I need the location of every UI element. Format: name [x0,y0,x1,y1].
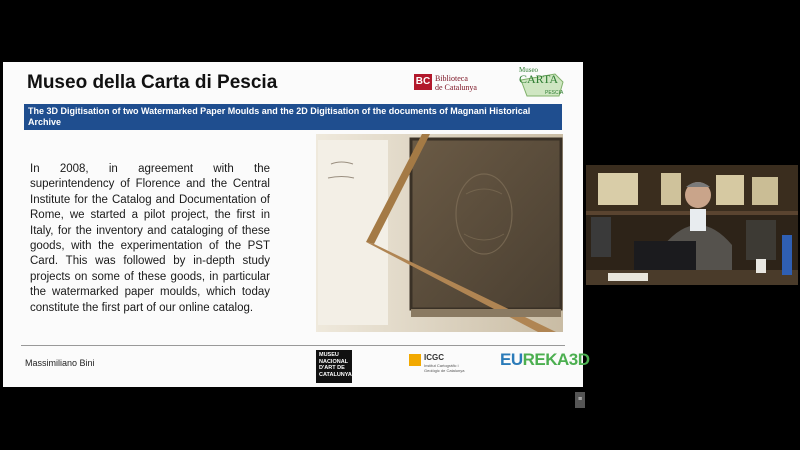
speaker-video-feed [586,165,798,285]
icgc-description: Institut Cartogràfic i Geològic de Catalunya [424,363,465,373]
biblioteca-catalunya-logo [414,72,494,94]
museo-line1: Museo [519,66,539,74]
biblioteca-line1: Biblioteca [435,74,468,83]
paper-mould-photo [316,134,563,332]
slide-number-tab: ≡ [575,392,585,408]
museo-line2: CARTA [519,72,558,86]
biblioteca-line2: de Catalunya [435,83,477,92]
eureka-part2: REKA [522,350,569,369]
presentation-slide [3,62,590,403]
icgc-logo [409,352,471,374]
slide-title: Museo della Carta di Pescia [27,72,278,93]
slide-subtitle-banner: The 3D Digitisation of two Watermarked Paper Moulds and the 2D Digitisation of the documents of Magnani Historical Archive [24,104,562,130]
icgc-mark-icon [409,354,421,366]
eureka-part1: EU [500,350,523,369]
mnac-logo: MUSEU NACIONAL D'ART DE CATALUNYA [316,350,352,383]
biblioteca-mark: BC [414,74,432,90]
museo-carta-logo [515,66,567,100]
slide-body-text: In 2008, in agreement with the superintendency of Florence and the Central Institute for the Catalog and Documentation of Rome, we started a pilot project, the first in Italy, for the inventory and cataloging of these goods, with the experimentation of the PST Card. This was followed by in-depth study projects on some of these goods, in particular the watermarked paper moulds, which today constitute the first part of our online catalog. [30,163,270,314]
presenter-name: Massimiliano Bini [25,358,95,368]
museo-line3: PESCIA [545,90,564,96]
eureka-part3: 3D [568,350,590,369]
eureka3d-logo [500,350,590,370]
icgc-name: ICGC [424,353,444,362]
footer-divider [21,345,565,346]
